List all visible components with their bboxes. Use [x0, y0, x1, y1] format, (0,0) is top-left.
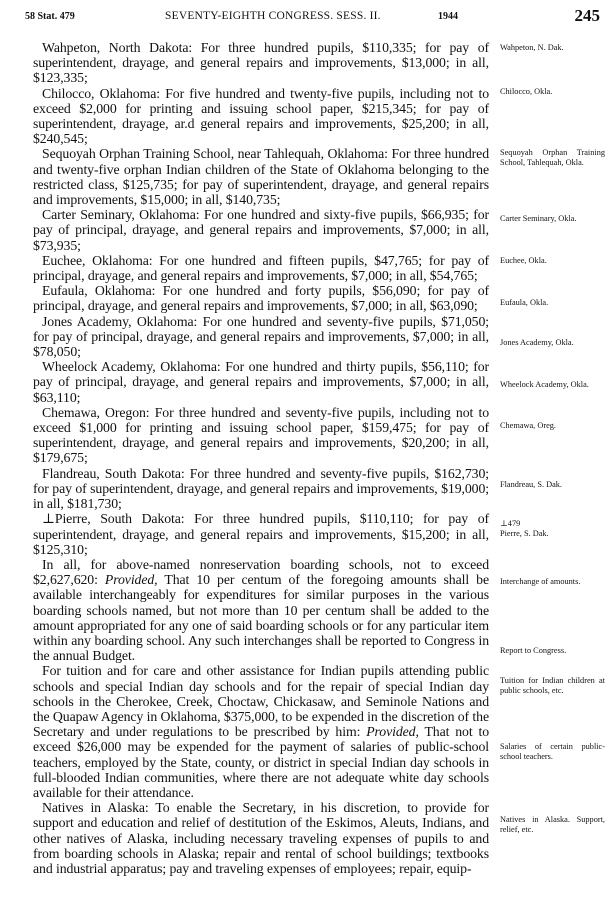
- margin-note-interchange: Interchange of amounts.: [500, 577, 581, 586]
- main-text: [33, 40, 489, 876]
- paragraph-flandreau: Flandreau, South Dakota: For three hundred and seventy-five pupils, $162,730; for pay of superintendent, drayage, and general repairs and improvements, $19,000; in all, $181,730;: [33, 465, 489, 512]
- margin-note-salaries: Salaries of certain public-school teachers.: [500, 742, 605, 761]
- interchange-text-before: In all, for above-named nonreservation boarding schools, not to exceed $2,627,620:: [33, 556, 489, 588]
- margin-note-tuition: Tuition for Indian children at public schools, etc.: [500, 676, 605, 695]
- session-year: 1944: [438, 11, 458, 22]
- tuition-text-after: That not to exceed $26,000 may be expended for the payment of salaries of public-school teachers, employed by the State, county, or district in special Indian day schools in full-blooded Indian communities, where there are not adequate white day schools available for their attendance.: [33, 724, 489, 800]
- margin-note-wahpeton: Wahpeton, N. Dak.: [500, 43, 564, 52]
- paragraph-chilocco: Chilocco, Oklahoma: For five hundred and twenty-five pupils, including not to exceed $2,000 for printing and issuing school paper, $215,345; for pay of superintendent, drayage, ar.d general repairs and improvements, $25,200; in all, $240,545;: [33, 85, 489, 147]
- page-break-marker: ⊥: [42, 511, 55, 527]
- tuition-text-before: For tuition and for care and other assistance for Indian pupils attending public schools and special Indian day schools and for the repair of special Indian day schools in the Cherokee, Creek, Choctaw, Chickasaw, and Seminole Nations and the Quapaw Agency in Oklahoma, $375,000, to be expended in the discretion of the Secretary and under regulations to be prescribed by him:: [33, 663, 489, 740]
- paragraph-jones: Jones Academy, Oklahoma: For one hundred and seventy-five pupils, $71,050; for pay of principal, drayage, and general repairs and improvements, $7,000; in all, $78,050;: [33, 313, 489, 360]
- paragraph-alaska: Natives in Alaska: To enable the Secretary, in his discretion, to provide for support and education and relief of destitution of the Eskimos, Aleuts, Indians, and other natives of Alaska, including necessary traveling expenses of pupils to and from boarding schools in Alaska; repair and rental of school buildings; textbooks and industrial apparatus; pay and traveling expenses of employees; repair, equip-: [33, 800, 489, 876]
- margin-note-report: Report to Congress.: [500, 646, 567, 655]
- proviso-label: Provided,: [104, 572, 158, 588]
- paragraph-euchee: Euchee, Oklahoma: For one hundred and fifteen pupils, $47,765; for pay of principal, drayage, and general repairs and improvements, $7,000; in all, $54,765;: [33, 252, 489, 284]
- margin-note-chilocco: Chilocco, Okla.: [500, 87, 553, 96]
- paragraph-sequoyah: Sequoyah Orphan Training School, near Tahlequah, Oklahoma: For three hundred and twenty-five orphan Indian children of the State of Oklahoma belonging to the restricted class, $125,735; for pay of superintendent, drayage, and general repairs and improvements, $15,000; in all, $140,735;: [33, 146, 489, 208]
- paragraph-wahpeton: Wahpeton, North Dakota: For three hundred pupils, $110,335; for pay of superintendent, drayage, and general repairs and improvements, $13,000; in all, $123,335;: [33, 40, 489, 86]
- paragraph-pierre: [33, 511, 489, 557]
- page-header: [25, 6, 600, 28]
- margin-note-flandreau: Flandreau, S. Dak.: [500, 480, 562, 489]
- running-title: SEVENTY-EIGHTH CONGRESS. SESS. II.: [165, 10, 381, 22]
- page-number: 245: [574, 6, 600, 25]
- paragraph-carter: Carter Seminary, Oklahoma: For one hundred and sixty-five pupils, $66,935; for pay of principal, drayage, and general repairs and improvements, $7,000; in all, $73,935;: [33, 207, 489, 253]
- margin-note-chemawa: Chemawa, Oreg.: [500, 421, 556, 430]
- margin-note-pierre-label: Pierre, S. Dak.: [500, 528, 549, 538]
- proviso-label: Provided,: [366, 724, 419, 740]
- margin-note-natives: Natives in Alaska. Support, relief, etc.: [500, 815, 605, 834]
- statute-reference: 58 Stat. 479: [25, 11, 75, 22]
- margin-note-pierre: [500, 519, 605, 538]
- margin-note-sequoyah: Sequoyah Orphan Training School, Tahlequah, Okla.: [500, 148, 605, 167]
- margin-note-euchee: Euchee, Okla.: [500, 256, 547, 265]
- paragraph-eufaula: Eufaula, Oklahoma: For one hundred and forty pupils, $56,090; for pay of principal, drayage, and general repairs and improvements, $7,000; in all, $63,090;: [33, 283, 489, 314]
- paragraph-tuition: [33, 663, 489, 800]
- margin-note-jones: Jones Academy, Okla.: [500, 338, 574, 347]
- margin-note-carter: Carter Seminary, Okla.: [500, 214, 577, 223]
- paragraph-chemawa: Chemawa, Oregon: For three hundred and seventy-five pupils, including not to exceed $1,000 for printing and issuing school paper, $159,475; for pay of superintendent, drayage, and general repairs and improvements, $20,200; in all, $179,675;: [33, 404, 489, 466]
- margin-note-wheelock: Wheelock Academy, Okla.: [500, 380, 589, 389]
- paragraph-wheelock: Wheelock Academy, Oklahoma: For one hundred and thirty pupils, $56,110; for pay of principal, drayage, and general repairs and improvements, $7,000; in all, $63,110;: [33, 359, 489, 405]
- statute-page-reference: ⊥479: [500, 519, 521, 528]
- paragraph-interchange: [33, 557, 489, 663]
- margin-note-eufaula: Eufaula, Okla.: [500, 298, 549, 307]
- pierre-text: Pierre, South Dakota: For three hundred pupils, $110,110; for pay of superintendent, drayage, and general repairs and improvements, $15,200; in all, $125,310;: [33, 511, 489, 557]
- interchange-text-after: That 10 per centum of the foregoing amounts shall be available interchangeably for expenditures for similar purposes in the various boarding schools named, but not more than 10 per centum shall be added to the amount appropriated for any one of said boarding schools or for any particular item within any boarding school. Any such interchanges shall be reported to Congress in the annual Budget.: [33, 572, 490, 664]
